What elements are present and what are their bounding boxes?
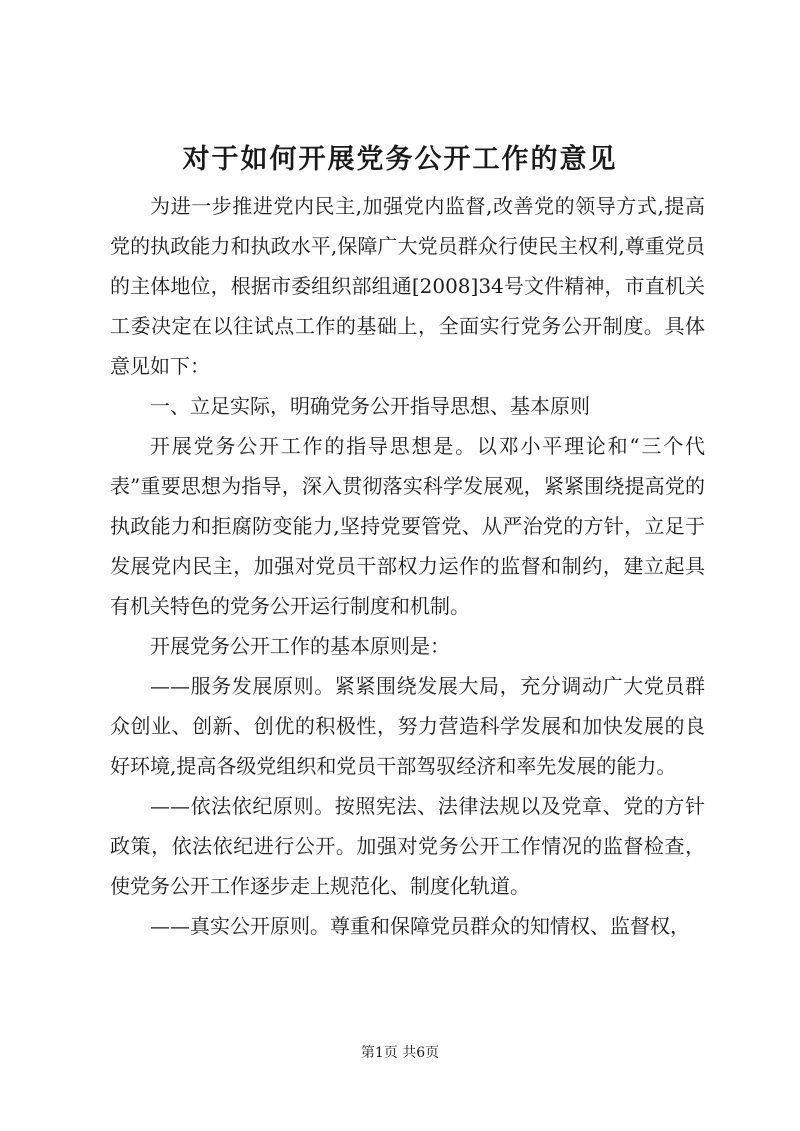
paragraph-principle-law: ——依法依纪原则。按照宪法、法律法规以及党章、党的方针政策，依法依纪进行公开。加强对党务公开工作情况的监督检查，使党务公开工作逐步走上规范化、制度化轨道。 [110, 794, 705, 898]
document-body [110, 186, 705, 946]
paragraph-basic-principles-intro: 开展党务公开工作的基本原则是： [150, 634, 450, 658]
document-title: 对于如何开展党务公开工作的意见 [182, 144, 618, 175]
paragraph-principle-service: ——服务发展原则。紧紧围绕发展大局，充分调动广大党员群众创业、创新、创优的积极性，努力营造科学发展和加快发展的良好环境,提高各级党组织和党员干部驾驭经济和率先发展的能力。 [110, 674, 705, 778]
section-heading-1: 一、立足实际，明确党务公开指导思想、基本原则 [150, 394, 590, 418]
paragraph-principle-truth: ——真实公开原则。尊重和保障党员群众的知情权、监督权， [150, 914, 690, 938]
page-footer: 第1页 共6页 [360, 1045, 440, 1061]
paragraph-guiding-thought: 开展党务公开工作的指导思想是。以邓小平理论和“三个代表”重要思想为指导，深入贯彻落实科学发展观，紧紧围绕提高党的执政能力和拒腐防变能力,坚持党要管党、从严治党的方针，立足于发展党内民主，加强对党员干部权力运作的监督和制约，建立起具有机关特色的党务公开运行制度和机制。 [110, 434, 705, 618]
paragraph-intro: 为进一步推进党内民主,加强党内监督,改善党的领导方式,提高党的执政能力和执政水平,保障广大党员群众行使民主权利,尊重党员的主体地位，根据市委组织部组通[2008]34号文件精神，市直机关工委决定在以往试点工作的基础上，全面实行党务公开制度。具体意见如下： [110, 194, 705, 378]
